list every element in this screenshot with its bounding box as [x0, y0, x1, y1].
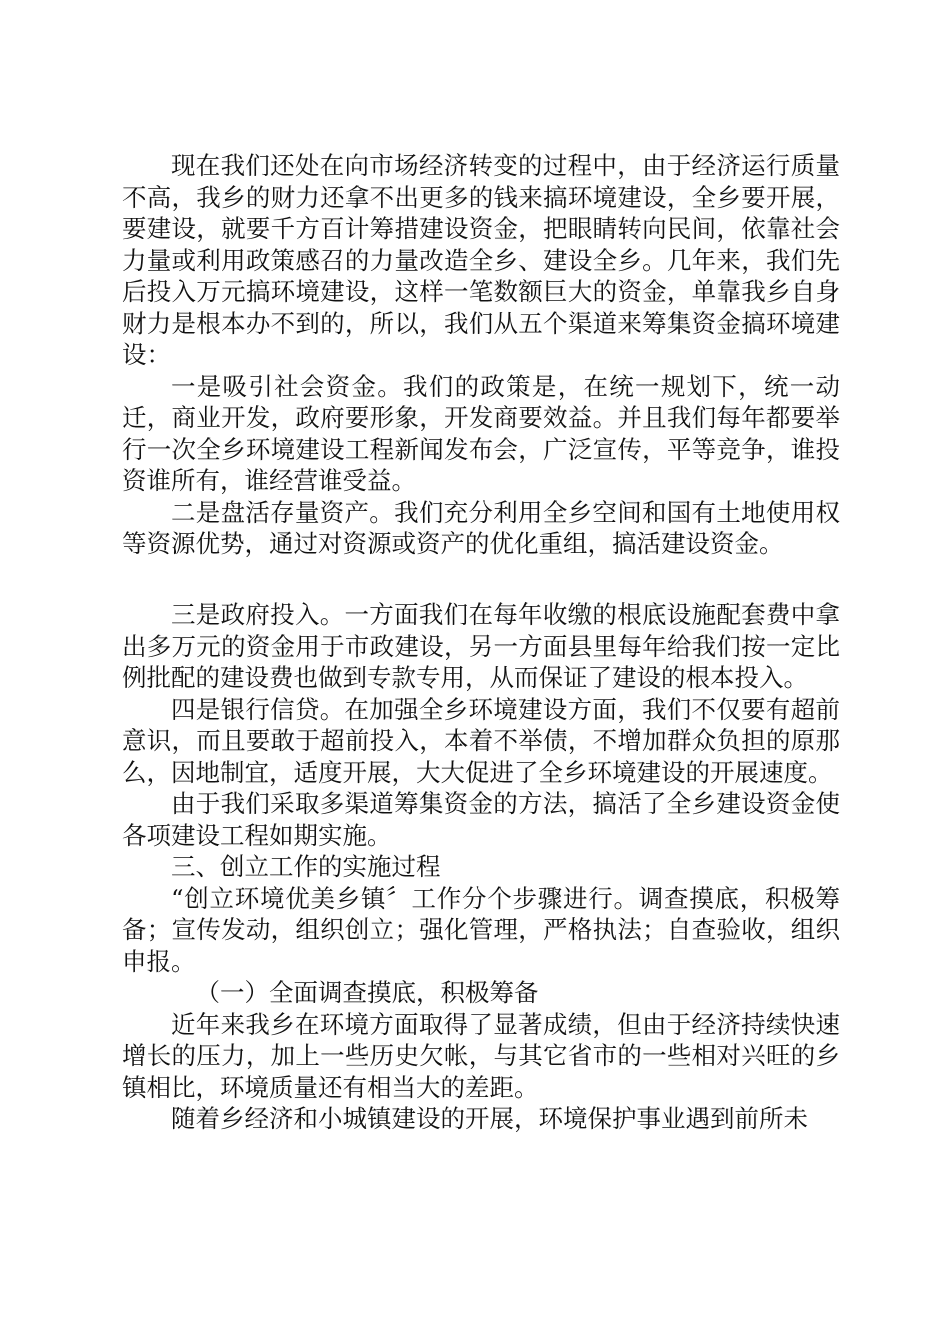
paragraph-continuation: 随着乡经济和小城镇建设的开展，环境保护事业遇到前所未 [171, 1104, 808, 1133]
text-block-top [122, 150, 840, 560]
paragraph-steps: “创立环境优美乡镇〞工作分个步骤进行。调查摸底，积极筹备；宣传发动，组织创立；强化管理，严格执法；自查验收，组织申报。 [122, 883, 840, 976]
paragraph-multichannel-summary: 由于我们采取多渠道筹集资金的方法，搞活了全乡建设资金使各项建设工程如期实施。 [122, 789, 840, 850]
text-block-bottom [122, 599, 840, 1135]
paragraph-government-investment: 三是政府投入。一方面我们在每年收缴的根底设施配套费中拿出多万元的资金用于市政建设，另一方面县里每年给我们按一定比例批配的建设费也做到专款专用，从而保证了建设的根本投入。 [122, 600, 840, 692]
paragraph-social-capital: 一是吸引社会资金。我们的政策是，在统一规划下，统一动迁，商业开发，政府要形象，开发商要效益。并且我们每年都要举行一次全乡环境建设工程新闻发布会，广泛宣传，平等竞争，谁投资谁所有，谁经营谁受益。 [122, 371, 840, 495]
paragraph-bank-credit: 四是银行信贷。在加强全乡环境建设方面，我们不仅要有超前意识，而且要敢于超前投入，本着不举债，不增加群众负担的原那么，因地制宜，适度开展，大大促进了全乡环境建设的开展速度。 [122, 694, 840, 787]
paragraph-asset-revitalization: 二是盘活存量资产。我们充分利用全乡空间和国有土地使用权等资源优势，通过对资源或资产的优化重组，搞活建设资金。 [122, 497, 840, 558]
subsection-heading: （一）全面调查摸底，积极筹备 [195, 978, 539, 1007]
paragraph-funding-intro: 现在我们还处在向市场经济转变的过程中，由于经济运行质量不高，我乡的财力还拿不出更多的钱来搞环境建设，全乡要开展，要建设，就要千方百计筹措建设资金，把眼睛转向民间，依靠社会力量或利用政策感召的力量改造全乡、建设全乡。几年来，我们先后投入万元搞环境建设，这样一笔数额巨大的资金，单靠我乡自身财力是根本办不到的，所以，我们从五个渠道来筹集资金搞环境建设： [122, 151, 840, 369]
section-heading: 三、创立工作的实施过程 [171, 852, 441, 881]
paragraph-recent-years: 近年来我乡在环境方面取得了显著成绩，但由于经济持续快速增长的压力，加上一些历史欠帐，与其它省市的一些相对兴旺的乡镇相比，环境质量还有相当大的差距。 [122, 1009, 840, 1102]
